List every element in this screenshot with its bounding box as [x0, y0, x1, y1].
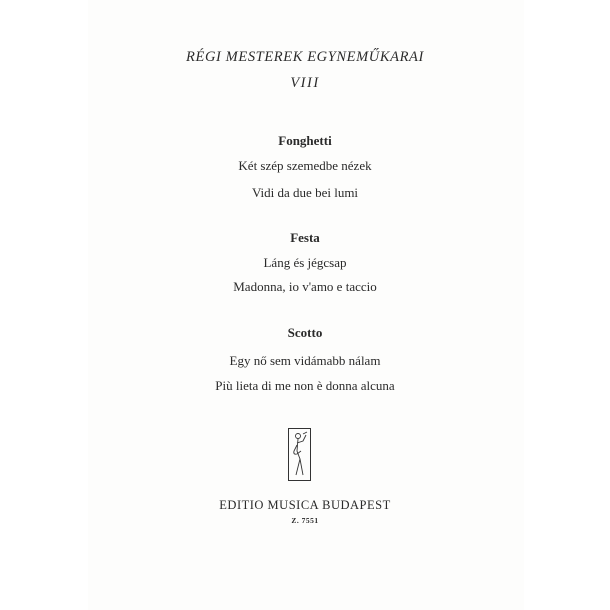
composer-name: Scotto: [287, 325, 323, 340]
publisher-logo-icon: [288, 428, 311, 481]
composer-name: Fonghetti: [278, 133, 332, 148]
series-title: RÉGI MESTEREK EGYNEMŰKARAI: [186, 49, 424, 65]
song-title: Madonna, io v'amo e taccio: [233, 279, 377, 294]
volume-number: VIII: [290, 75, 320, 91]
composer-name: Festa: [290, 230, 320, 245]
publisher-name: EDITIO MUSICA BUDAPEST: [219, 498, 391, 512]
song-title: Két szép szemedbe nézek: [238, 158, 372, 173]
song-title: Láng és jégcsap: [263, 255, 347, 270]
catalog-code: Z. 7551: [291, 516, 319, 525]
song-title: Egy nő sem vidámabb nálam: [229, 353, 381, 368]
song-title: Più lieta di me non è donna alcuna: [215, 378, 395, 393]
song-title: Vidi da due bei lumi: [251, 185, 359, 200]
